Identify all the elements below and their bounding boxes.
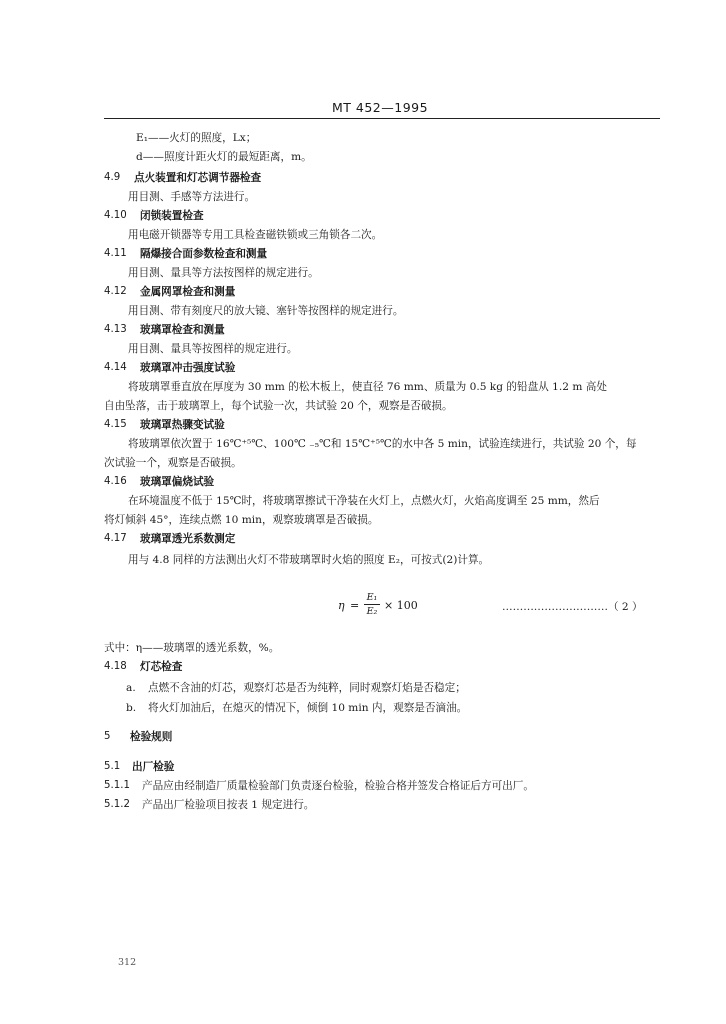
section-number: 4.11 bbox=[104, 248, 127, 259]
clause-text: 产品应由经制造厂质量检验部门负责逐台检验，检验合格并签发合格证后方可出厂。 bbox=[142, 780, 534, 792]
section-title: 玻璃罩透光系数测定 bbox=[140, 533, 236, 545]
section-number: 4.17 bbox=[104, 533, 127, 544]
chapter-number: 5 bbox=[104, 731, 111, 742]
chapter-title: 检验规则 bbox=[130, 731, 173, 743]
section-title: 玻璃罩冲击强度试验 bbox=[140, 362, 236, 374]
section-body: 次试验一个，观察是否破损。 bbox=[104, 457, 242, 469]
section-body: 将玻璃罩依次置于 16℃⁺⁵℃、100℃ ₋₅℃和 15℃⁺⁵℃的水中各 5 min，试验连续进行，共试验 20 个，每 bbox=[128, 438, 637, 450]
section-body: 用目测、量具等方法按图样的规定进行。 bbox=[128, 267, 319, 279]
section-body: 用目测、量具等按图样的规定进行。 bbox=[128, 343, 298, 355]
section-number: 5.1 bbox=[104, 761, 121, 772]
section-body: 用电磁开锁器等专用工具检查磁铁锁或三角锁各二次。 bbox=[128, 229, 383, 241]
clause-text: 产品出厂检验项目按表 1 规定进行。 bbox=[142, 799, 315, 811]
section-title: 出厂检验 bbox=[132, 761, 175, 773]
list-item-label: b. bbox=[126, 702, 137, 714]
fraction-bar bbox=[364, 604, 380, 605]
list-item: 点燃不含油的灯芯，观察灯芯是否为纯粹，同时观察灯焰是否稳定； bbox=[148, 682, 466, 694]
section-title: 隔爆接合面参数检查和测量 bbox=[140, 248, 268, 260]
section-number: 4.9 bbox=[104, 172, 121, 183]
section-body: 将玻璃罩垂直放在厚度为 30 mm 的松木板上，使直径 76 mm、质量为 0.5 kg 的铅盘从 1.2 m 高处 bbox=[128, 381, 607, 393]
section-body: 用与 4.8 同样的方法测出火灯不带玻璃罩时火焰的照度 E₂，可按式(2)计算。 bbox=[128, 554, 490, 566]
section-number: 4.18 bbox=[104, 661, 127, 672]
section-number: 4.10 bbox=[104, 210, 127, 221]
section-title: 玻璃罩检查和测量 bbox=[140, 324, 225, 336]
section-title: 玻璃罩偏烧试验 bbox=[140, 476, 215, 488]
page-number: 312 bbox=[118, 957, 137, 968]
section-title: 玻璃罩热骤变试验 bbox=[140, 419, 225, 431]
section-number: 4.16 bbox=[104, 476, 127, 487]
section-number: 4.13 bbox=[104, 324, 127, 335]
section-number: 4.12 bbox=[104, 286, 127, 297]
formula-note: 式中：η——玻璃罩的透光系数，%。 bbox=[104, 642, 280, 654]
list-item: 将火灯加油后，在熄灭的情况下，倾倒 10 min 内，观察是否滴油。 bbox=[148, 702, 468, 714]
equation-number: …………………………（ 2 ） bbox=[502, 601, 643, 613]
section-title: 灯芯检查 bbox=[140, 661, 183, 673]
section-body: 用目测、带有刻度尺的放大镜、塞针等按图样的规定进行。 bbox=[128, 305, 404, 317]
formula-denominator: E₂ bbox=[366, 606, 378, 617]
section-number: 4.15 bbox=[104, 419, 127, 430]
section-number: 4.14 bbox=[104, 362, 127, 373]
clause-number: 5.1.2 bbox=[104, 799, 130, 810]
section-body: 自由坠落，击于玻璃罩上，每个试验一次，共试验 20 个，观察是否破损。 bbox=[104, 400, 453, 412]
list-item-label: a. bbox=[126, 682, 136, 694]
section-body: 用目测、手感等方法进行。 bbox=[128, 191, 256, 203]
clause-number: 5.1.1 bbox=[104, 780, 130, 791]
formula-multiplier: × 100 bbox=[384, 599, 418, 612]
section-body: 在环境温度不低于 15℃时，将玻璃罩擦试干净装在火灯上，点燃火灯，火焰高度调至 25 mm，然后 bbox=[128, 495, 600, 507]
formula-fraction bbox=[364, 592, 380, 617]
standard-code-header: MT 452—1995 bbox=[332, 100, 429, 115]
formula-lhs: η bbox=[338, 599, 345, 612]
definition-e1: E₁——火灯的照度，Lx； bbox=[136, 132, 257, 144]
section-body: 将灯倾斜 45°，连续点燃 10 min，观察玻璃罩是否破损。 bbox=[104, 514, 379, 526]
section-title: 点火装置和灯芯调节器检查 bbox=[134, 172, 262, 184]
header-rule bbox=[104, 118, 660, 119]
definition-d: d——照度计距火灯的最短距离，m。 bbox=[136, 151, 312, 163]
formula-equals: = bbox=[350, 599, 360, 612]
section-title: 金属网罩检查和测量 bbox=[140, 286, 236, 298]
formula-numerator: E₁ bbox=[366, 592, 378, 603]
section-title: 闭锁装置检查 bbox=[140, 210, 204, 222]
